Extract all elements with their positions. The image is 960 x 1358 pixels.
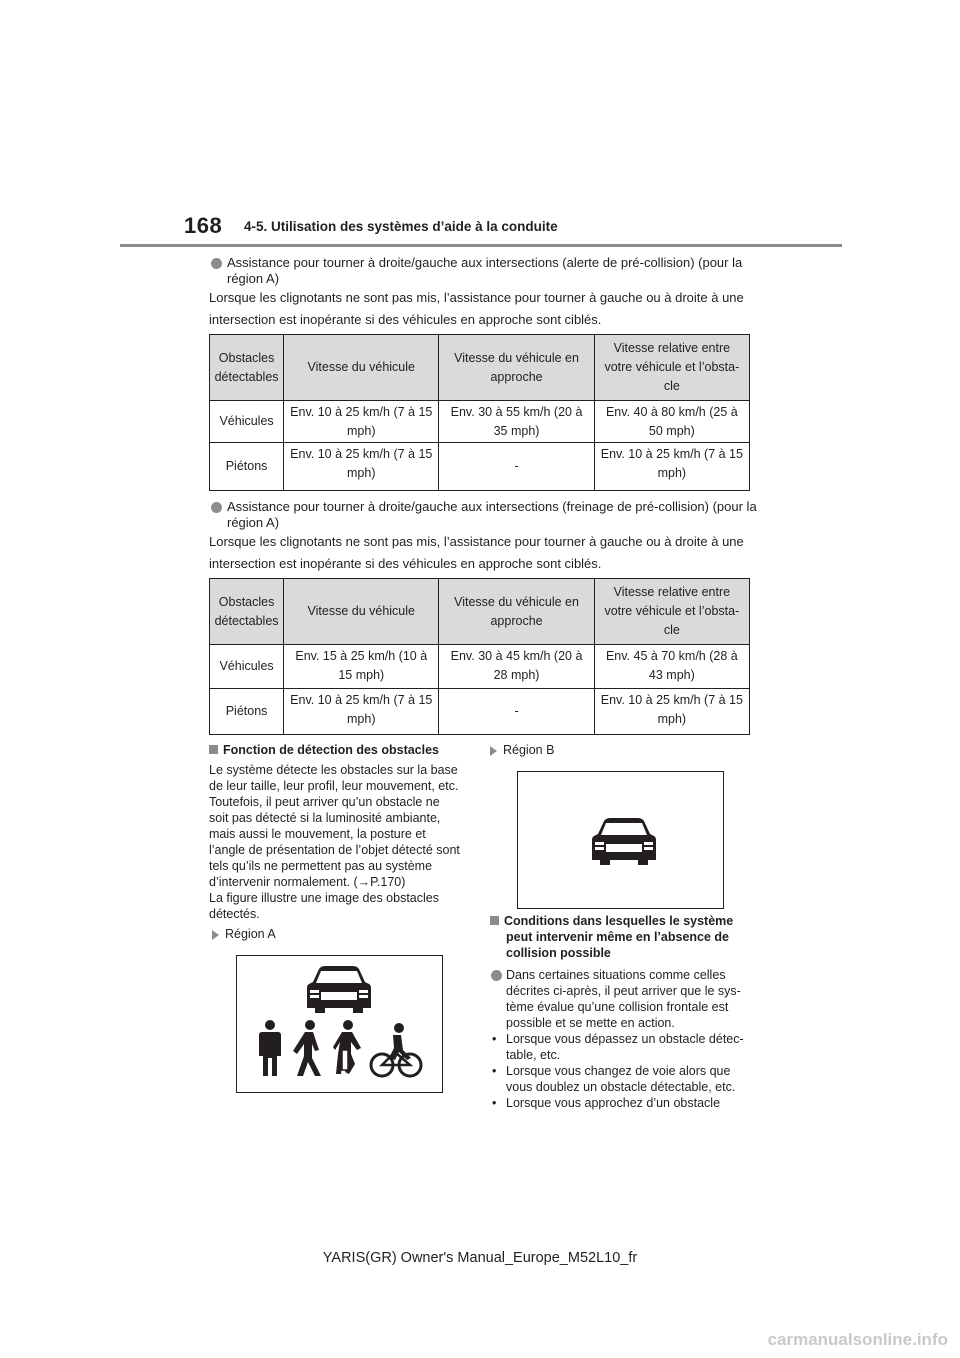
table-cell: Env. 15 à 25 km/h (10 à 15 mph) bbox=[284, 645, 439, 689]
bullet-text: Dans certaines situations comme celles décrites ci-après, il peut arriver que le sys- tème évalue qu’une collision frontale est possible et se mette en action. bbox=[506, 968, 741, 1030]
cyclist-icon bbox=[371, 1023, 421, 1076]
bullet-text: Assistance pour tourner à droite/gauche aux intersections (alerte de pré-collision) (pour la région A) bbox=[227, 255, 743, 286]
footer-text: YARIS(GR) Owner's Manual_Europe_M52L10_fr bbox=[322, 1250, 638, 1266]
spec-table-alert bbox=[209, 334, 750, 491]
table-cell: Env. 10 à 25 km/h (7 à 15 mph) bbox=[284, 689, 439, 735]
car-front-icon bbox=[307, 966, 371, 1013]
arrow-icon bbox=[212, 930, 219, 940]
bullet-icon bbox=[211, 502, 222, 513]
list-item-continued: vous doublez un obstacle détectable, etc. bbox=[506, 1080, 736, 1094]
bullet-text: Assistance pour tourner à droite/gauche aux intersections (freinage de pré-collision) (pour la région A) bbox=[227, 499, 757, 530]
condition-list bbox=[492, 1031, 744, 1111]
list-item: • Lorsque vous changez de voie alors que bbox=[492, 1064, 731, 1078]
region-a-figure bbox=[236, 955, 443, 1093]
square-bullet-icon bbox=[209, 745, 218, 754]
paragraph: Lorsque les clignotants ne sont pas mis, l’assistance pour tourner à gauche ou à droite à une intersection est inopérante si des véhicules en approche sont ciblés. bbox=[209, 290, 744, 327]
list-item: • Lorsque vous dépassez un obstacle détec- bbox=[492, 1032, 744, 1046]
header-rule bbox=[120, 244, 842, 247]
header-cell: Obstacles détectables bbox=[210, 579, 284, 645]
table-cell: - bbox=[439, 689, 594, 735]
table-cell: Env. 10 à 25 km/h (7 à 15 mph) bbox=[284, 401, 439, 443]
table-cell: Env. 30 à 55 km/h (20 à 35 mph) bbox=[439, 401, 594, 443]
pedestrian-walking-icon bbox=[293, 1020, 321, 1076]
table-cell: Env. 10 à 25 km/h (7 à 15 mph) bbox=[284, 443, 439, 491]
watermark: carmanualsonline.info bbox=[767, 1330, 948, 1349]
table-cell: Env. 10 à 25 km/h (7 à 15 mph) bbox=[594, 689, 749, 735]
row-label: Véhicules bbox=[210, 645, 284, 689]
table-cell: Env. 40 à 80 km/h (25 à 50 mph) bbox=[594, 401, 749, 443]
header-cell: Obstacles détectables bbox=[210, 335, 284, 401]
section-title: 4-5. Utilisation des systèmes d’aide à la conduite bbox=[244, 219, 558, 234]
bullet-icon bbox=[211, 258, 222, 269]
header-cell: Vitesse relative entre votre véhicule et l’obsta- cle bbox=[594, 335, 749, 401]
row-label: Piétons bbox=[210, 443, 284, 491]
car-front-icon bbox=[592, 818, 656, 865]
spec-table-braking bbox=[209, 578, 750, 735]
header-cell: Vitesse du véhicule bbox=[284, 335, 439, 401]
region-a-label: Région A bbox=[212, 926, 276, 942]
header-cell: Vitesse du véhicule bbox=[284, 579, 439, 645]
table-row bbox=[210, 401, 750, 443]
row-label: Véhicules bbox=[210, 401, 284, 443]
header-cell: Vitesse relative entre votre véhicule et l’obsta- cle bbox=[594, 579, 749, 645]
header-cell: Vitesse du véhicule en approche bbox=[439, 335, 594, 401]
arrow-icon bbox=[490, 746, 497, 756]
table-row bbox=[210, 689, 750, 735]
table-cell: - bbox=[439, 443, 594, 491]
pedestrian-running-icon bbox=[333, 1020, 361, 1074]
table-row bbox=[210, 645, 750, 689]
table-cell: Env. 45 à 70 km/h (28 à 43 mph) bbox=[594, 645, 749, 689]
obstacles-illustration bbox=[237, 956, 442, 1092]
header-cell: Vitesse du véhicule en approche bbox=[439, 579, 594, 645]
square-bullet-icon bbox=[490, 916, 499, 925]
table-cell: Env. 30 à 45 km/h (20 à 28 mph) bbox=[439, 645, 594, 689]
table-row bbox=[210, 443, 750, 491]
bullet-icon bbox=[491, 970, 502, 981]
row-label: Piétons bbox=[210, 689, 284, 735]
subsection-heading: Conditions dans lesquelles le système peut intervenir même en l’absence de collision possible bbox=[490, 913, 733, 961]
paragraph: Lorsque les clignotants ne sont pas mis, l’assistance pour tourner à gauche ou à droite à une intersection est inopérante si des véhicules en approche sont ciblés. bbox=[209, 534, 744, 571]
list-item-continued: table, etc. bbox=[506, 1048, 561, 1062]
list-item: • Lorsque vous approchez d’un obstacle bbox=[492, 1096, 721, 1110]
table-cell: Env. 10 à 25 km/h (7 à 15 mph) bbox=[594, 443, 749, 491]
pedestrian-standing-icon bbox=[259, 1020, 281, 1076]
page-number: 168 bbox=[184, 213, 223, 238]
subsection-heading: Fonction de détection des obstacles bbox=[209, 742, 439, 758]
detection-paragraph: Le système détecte les obstacles sur la base de leur taille, leur profil, leur mouvement, etc. Toutefois, il peut arriver qu’un obstacle ne soit pas détecté si la luminosité ambiante, mais aussi le mouvement, la posture et l’angle de présentation de l’objet détecté sont tels qu’ils ne permettent pas au système d’intervenir normalement. (→P.170) La figure illustre une image des obstacles détectés. bbox=[209, 763, 460, 921]
car-illustration bbox=[518, 772, 723, 908]
region-b-figure bbox=[517, 771, 724, 909]
region-b-label: Région B bbox=[490, 742, 554, 758]
